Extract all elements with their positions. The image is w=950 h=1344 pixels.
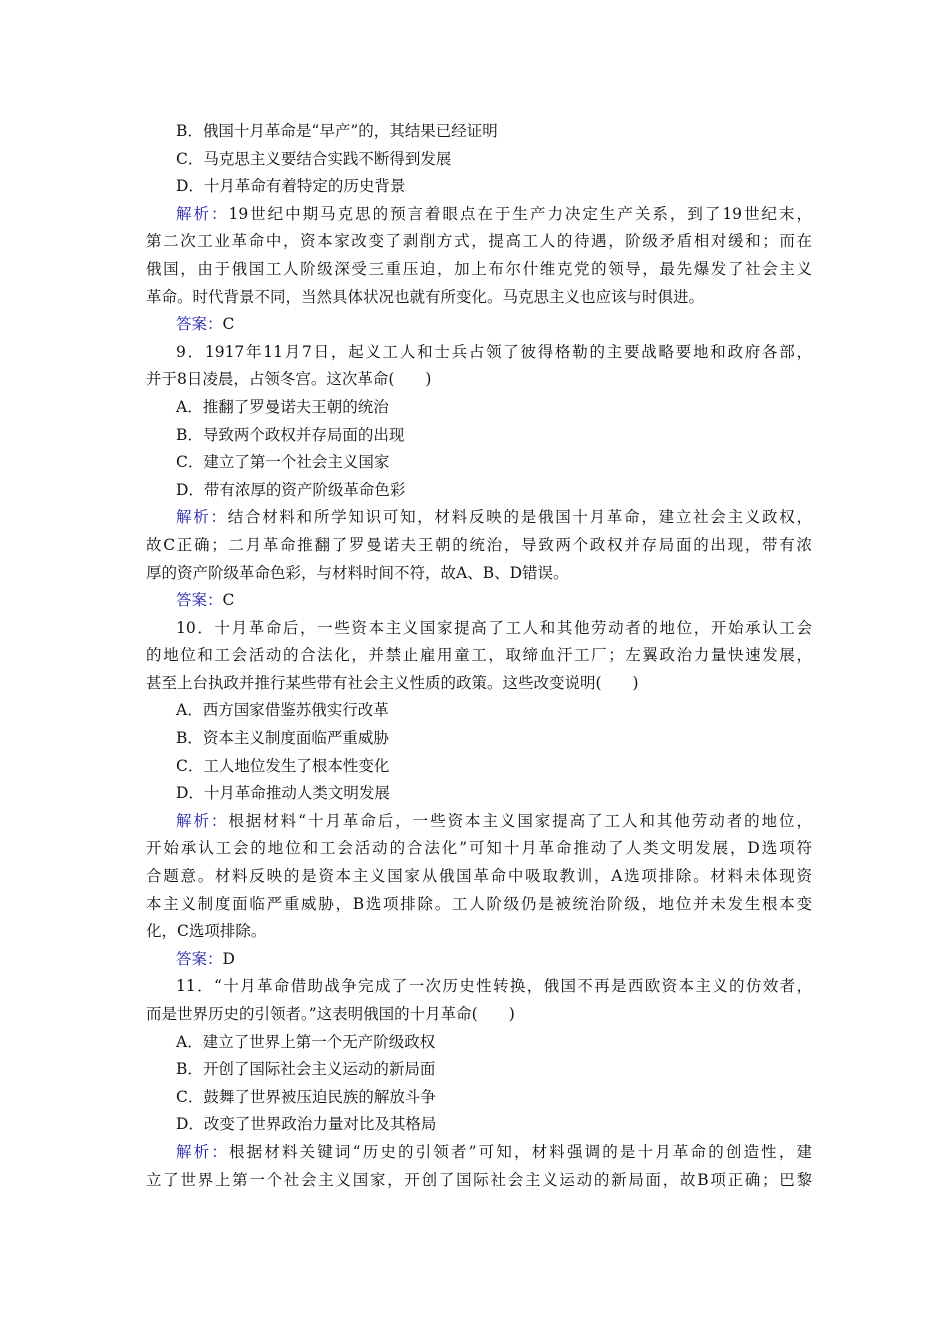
question-content <box>146 118 812 1194</box>
q9-analysis-line: 解析：结合材料和所学知识可知，材料反映的是俄国十月革命，建立社会主义政权， <box>176 508 812 527</box>
q8-option-c: C．马克思主义要结合实践不断得到发展 <box>176 149 452 168</box>
q10-analysis-line: 本主义制度面临严重威胁，B选项排除。工人阶级仍是被统治阶级，地位并未发生根本变 <box>146 894 812 913</box>
q11-option-d: D．改变了世界政治力量对比及其格局 <box>176 1115 437 1134</box>
q10-stem-line: 的地位和工会活动的合法化，并禁止雇用童工，取缔血汗工厂；左翼政治力量快速发展， <box>146 646 812 665</box>
q8-option-b: B．俄国十月革命是“早产”的，其结果已经证明 <box>176 122 498 140</box>
q8-answer: 答案：C <box>176 315 235 334</box>
q8-analysis-line: 第二次工业革命中，资本家改变了剥削方式，提高工人的待遇，阶级矛盾相对缓和；而在 <box>146 232 812 251</box>
q10-stem-line: 甚至上台执政并推行某些带有社会主义性质的政策。这些改变说明( ) <box>146 673 639 692</box>
q9-stem-line: 9．1917年11月7日，起义工人和士兵占领了彼得格勒的主要战略要地和政府各部， <box>176 342 812 361</box>
q10-analysis-line: 合题意。材料反映的是资本主义国家从俄国革命中吸取教训，A选项排除。材料未体现资 <box>146 867 812 886</box>
q10-option-c: C．工人地位发生了根本性变化 <box>176 756 390 775</box>
analysis-label: 解析： <box>176 508 228 527</box>
q11-option-c: C．鼓舞了世界被压迫民族的解放斗争 <box>176 1087 436 1106</box>
q8-analysis-line: 解析：19世纪中期马克思的预言着眼点在于生产力决定生产关系，到了19世纪末， <box>176 204 812 223</box>
q11-option-b: B．开创了国际社会主义运动的新局面 <box>176 1060 436 1079</box>
q10-analysis-line: 解析：根据材料“十月革命后，一些资本主义国家提高了工人和其他劳动者的地位， <box>176 811 812 830</box>
q10-option-b: B．资本主义制度面临严重威胁 <box>176 729 389 748</box>
q11-analysis-line: 解析：根据材料关键词“历史的引领者”可知，材料强调的是十月革命的创造性，建 <box>176 1142 812 1161</box>
q9-answer: 答案：C <box>176 591 235 610</box>
q11-analysis-line: 立了世界上第一个社会主义国家，开创了国际社会主义运动的新局面，故B项正确；巴黎 <box>146 1170 812 1189</box>
q10-stem-line: 10．十月革命后，一些资本主义国家提高了工人和其他劳动者的地位，开始承认工会 <box>176 618 812 637</box>
q9-option-d: D．带有浓厚的资产阶级革命色彩 <box>176 480 406 499</box>
q8-analysis-line: 俄国，由于俄国工人阶级深受三重压迫，加上布尔什维克党的领导，最先爆发了社会主义 <box>146 259 812 278</box>
q10-option-a: A．西方国家借鉴苏俄实行改革 <box>176 701 389 720</box>
q8-option-d: D．十月革命有着特定的历史背景 <box>176 177 406 196</box>
analysis-label: 解析： <box>176 1142 229 1161</box>
q9-option-c: C．建立了第一个社会主义国家 <box>176 453 390 472</box>
q9-option-b: B．导致两个政权并存局面的出现 <box>176 425 405 444</box>
q10-option-d: D．十月革命推动人类文明发展 <box>176 784 390 803</box>
answer-label: 答案： <box>176 315 223 334</box>
q9-stem-line: 并于8日凌晨，占领冬宫。这次革命( ) <box>146 370 432 389</box>
q11-stem-line: 11．“十月革命借助战争完成了一次历史性转换，俄国不再是西欧资本主义的仿效者， <box>176 977 812 996</box>
answer-label: 答案： <box>176 591 223 610</box>
q9-analysis-line: 厚的资产阶级革命色彩，与材料时间不符，故A、B、D错误。 <box>146 563 569 582</box>
q8-analysis-line: 革命。时代背景不同，当然具体状况也就有所变化。马克思主义也应该与时俱进。 <box>146 287 705 306</box>
answer-label: 答案： <box>176 949 223 968</box>
q10-analysis-line: 化，C选项排除。 <box>146 922 267 941</box>
q9-analysis-line: 故C正确；二月革命推翻了罗曼诺夫王朝的统治，导致两个政权并存局面的出现，带有浓 <box>146 535 812 554</box>
q10-analysis-line: 开始承认工会的地位和工会活动的合法化”可知十月革命推动了人类文明发展，D选项符 <box>146 839 812 858</box>
q10-answer: 答案：D <box>176 949 235 968</box>
analysis-label: 解析： <box>176 811 229 830</box>
q11-stem-line: 而是世界历史的引领者。”这表明俄国的十月革命( ) <box>146 1005 515 1023</box>
q11-option-a: A．建立了世界上第一个无产阶级政权 <box>176 1032 436 1051</box>
analysis-label: 解析： <box>176 204 229 223</box>
q9-option-a: A．推翻了罗曼诺夫王朝的统治 <box>176 397 389 416</box>
